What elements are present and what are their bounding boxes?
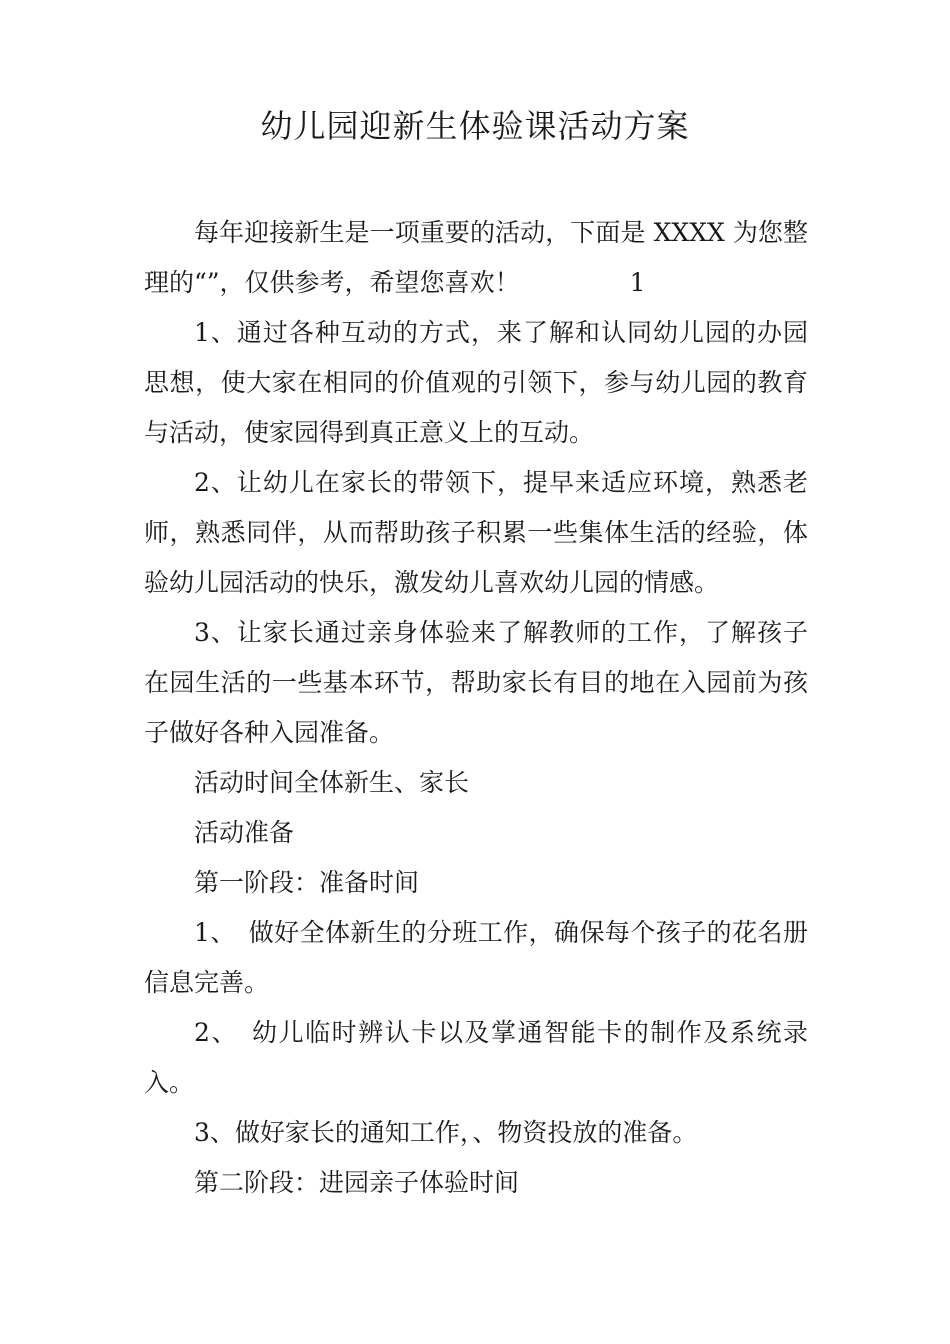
document-title: 幼儿园迎新生体验课活动方案	[260, 107, 690, 145]
document-body	[144, 208, 808, 1208]
paragraph-stage-2-heading: 第二阶段：进园亲子体验时间	[194, 1168, 520, 1197]
paragraph-stage-1-item-2: 2、 幼儿临时辨认卡以及掌通智能卡的制作及系统录入。	[144, 1018, 808, 1097]
paragraph-activity-prep: 活动准备	[194, 818, 295, 847]
intro-paragraph	[144, 208, 808, 308]
paragraph-activity-time: 活动时间全体新生、家长	[194, 768, 470, 797]
paragraph-stage-1-item-3: 3、做好家长的通知工作，、物资投放的准备。	[194, 1118, 698, 1147]
intro-text: 每年迎接新生是一项重要的活动，下面是 XXXX 为您整理的“”，仅供参考，希望您喜欢！	[144, 218, 808, 297]
paragraph-goal-1: 1、通过各种互动的方式，来了解和认同幼儿园的办园思想，使大家在相同的价值观的引领下，参与幼儿园的教育与活动，使家园得到真正意义上的互动。	[144, 318, 808, 447]
paragraph-goal-2: 2、让幼儿在家长的带领下，提早来适应环境，熟悉老师，熟悉同伴，从而帮助孩子积累一些集体生活的经验，体验幼儿园活动的快乐，激发幼儿喜欢幼儿园的情感。	[144, 468, 808, 597]
paragraph-stage-1-heading: 第一阶段：准备时间	[194, 868, 420, 897]
paragraph-stage-1-item-1: 1、 做好全体新生的分班工作，确保每个孩子的花名册信息完善。	[144, 918, 808, 997]
paragraph-goal-3: 3、让家长通过亲身体验来了解教师的工作，了解孩子在园生活的一些基本环节，帮助家长有目的地在入园前为孩子做好各种入园准备。	[144, 618, 808, 747]
intro-marker: 1	[629, 268, 646, 297]
